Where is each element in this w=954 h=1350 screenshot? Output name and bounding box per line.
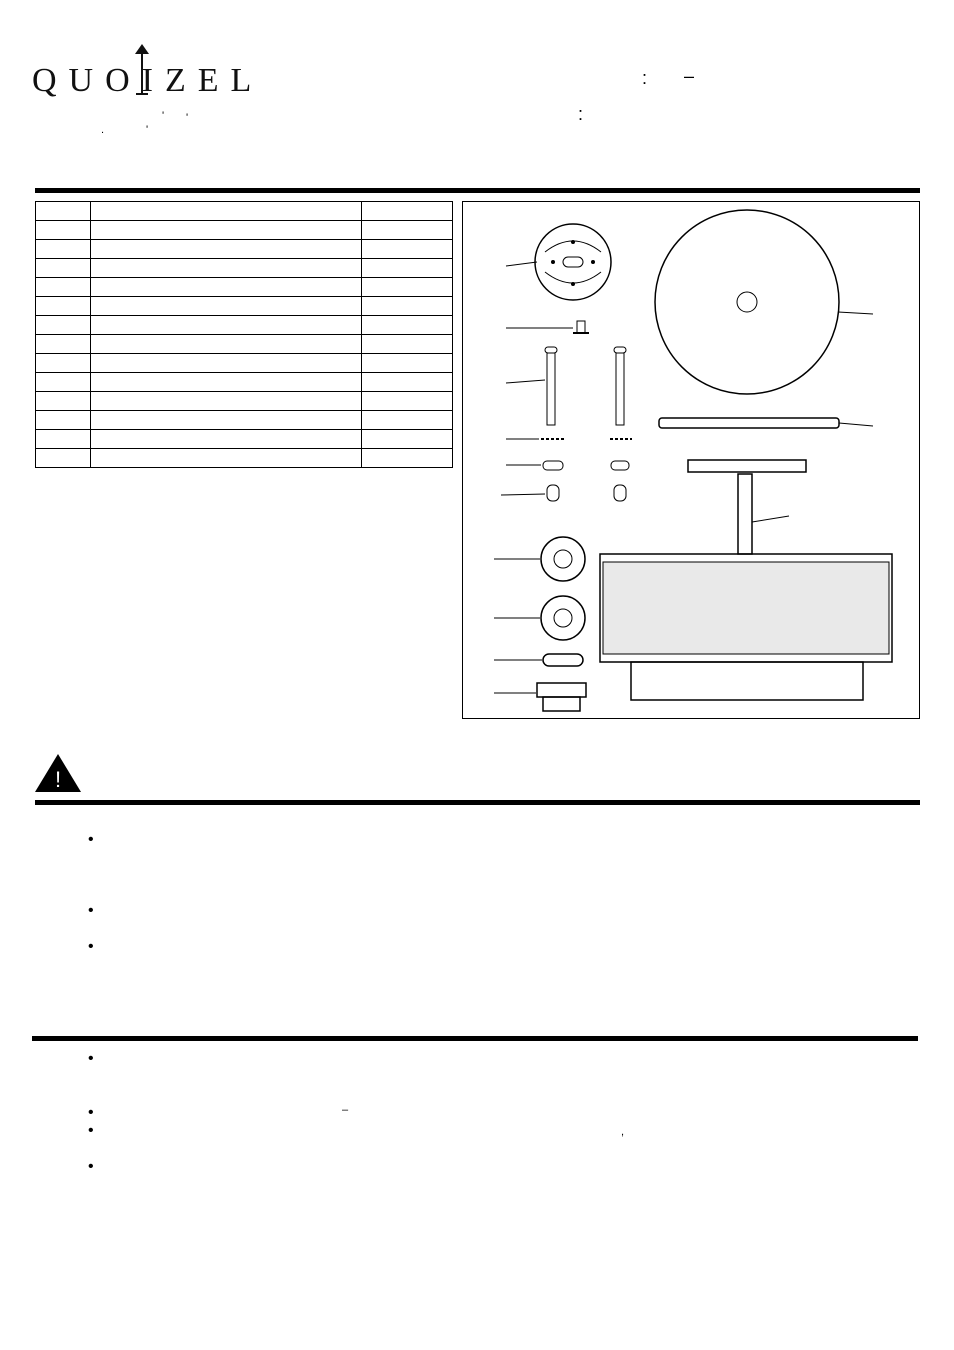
parts-table-cell: [362, 411, 453, 430]
parts-table-cell: [36, 373, 91, 392]
lamp-logo-icon: [130, 42, 154, 102]
parts-table-cell: [91, 373, 362, 392]
warning-bullet: •: [88, 938, 94, 955]
parts-table-cell: [36, 354, 91, 373]
parts-table-cell: [36, 430, 91, 449]
header-colon: :: [642, 68, 648, 88]
parts-table-cell: [91, 449, 362, 468]
parts-table-row: [36, 335, 453, 354]
subline-mark: ': [146, 124, 149, 136]
parts-table-cell: [91, 354, 362, 373]
parts-table-row: [36, 430, 453, 449]
warning-bullet: •: [88, 831, 94, 848]
warning-rule: [35, 800, 920, 805]
parts-table-row: [36, 240, 453, 259]
parts-diagram-drawing: [463, 202, 921, 720]
parts-table-cell: [362, 373, 453, 392]
instruction-bullet: •: [88, 1158, 94, 1175]
parts-table-cell: [36, 221, 91, 240]
parts-table-cell: [362, 392, 453, 411]
parts-table-cell: [36, 449, 91, 468]
parts-table: [35, 201, 453, 468]
instruction-bullet: •: [88, 1050, 94, 1067]
parts-table-cell: [91, 411, 362, 430]
hex-nut-icon: [506, 461, 629, 470]
parts-table-row: [36, 278, 453, 297]
parts-table-row: [36, 354, 453, 373]
ground-screw-icon: [506, 321, 589, 333]
parts-table-cell: [91, 392, 362, 411]
parts-diagram: [462, 201, 920, 719]
fixture-body-icon: [600, 460, 892, 700]
parts-table-cell: [36, 278, 91, 297]
parts-table-cell: [91, 430, 362, 449]
parts-table-cell: [36, 297, 91, 316]
warning-bullet: •: [88, 902, 94, 919]
instructions-rule: [32, 1036, 918, 1041]
parts-table-cell: [362, 221, 453, 240]
subline-mark: ': [186, 112, 189, 124]
threaded-rod-icon: [659, 418, 873, 428]
subline-mark: .: [101, 124, 105, 136]
parts-table-cell: [362, 335, 453, 354]
parts-table-cell: [36, 335, 91, 354]
parts-table-row: [36, 202, 453, 221]
parts-table-cell: [362, 259, 453, 278]
parts-table-cell: [91, 259, 362, 278]
parts-table-cell: [362, 354, 453, 373]
mounting-screw-icon: [506, 347, 557, 425]
parts-table-cell: [36, 411, 91, 430]
parts-table-cell: [362, 278, 453, 297]
parts-table-cell: [36, 316, 91, 335]
svg-text:!: !: [54, 767, 62, 792]
parts-table-cell: [91, 221, 362, 240]
parts-table-cell: [91, 240, 362, 259]
parts-table-cell: [36, 240, 91, 259]
instruction-bullet: •: [88, 1122, 94, 1139]
warning-triangle-icon: [33, 752, 83, 794]
parts-table-cell: [91, 278, 362, 297]
parts-table-row: [36, 373, 453, 392]
parts-table-row: [36, 221, 453, 240]
finial-washer-icon: [494, 596, 585, 640]
subline-mark: ': [162, 110, 165, 122]
wire-nut-icon: [501, 485, 626, 501]
parts-table-cell: [362, 202, 453, 221]
parts-table-cell: [91, 202, 362, 221]
parts-table-row: [36, 316, 453, 335]
instruction-dash-mark: –: [342, 1104, 349, 1116]
parts-table-cell: [36, 202, 91, 221]
section-rule: [35, 188, 920, 193]
canopy-icon: [655, 210, 873, 394]
header-colon: :: [578, 104, 584, 124]
parts-table-cell: [91, 316, 362, 335]
parts-table-cell: [362, 430, 453, 449]
parts-table-row: [36, 297, 453, 316]
mounting-screw-icon: [614, 347, 626, 425]
parts-table-cell: [362, 316, 453, 335]
header-dash: –: [684, 66, 695, 86]
parts-table-cell: [362, 240, 453, 259]
parts-table-row: [36, 259, 453, 278]
cap-nut-icon: [494, 654, 583, 666]
instruction-bullet: •: [88, 1104, 94, 1121]
mounting-plate-icon: [506, 224, 611, 300]
parts-table-cell: [362, 449, 453, 468]
parts-table-cell: [91, 297, 362, 316]
finial-washer-icon: [494, 537, 585, 581]
parts-table-row: [36, 449, 453, 468]
instruction-comma-mark: ,: [621, 1126, 625, 1138]
parts-table-cell: [362, 297, 453, 316]
parts-table-cell: [36, 259, 91, 278]
parts-table-cell: [36, 392, 91, 411]
finial-icon: [494, 683, 586, 711]
parts-table-cell: [91, 335, 362, 354]
parts-table-row: [36, 411, 453, 430]
parts-table-row: [36, 392, 453, 411]
brand-logo-text: QUOIZEL: [32, 62, 264, 99]
